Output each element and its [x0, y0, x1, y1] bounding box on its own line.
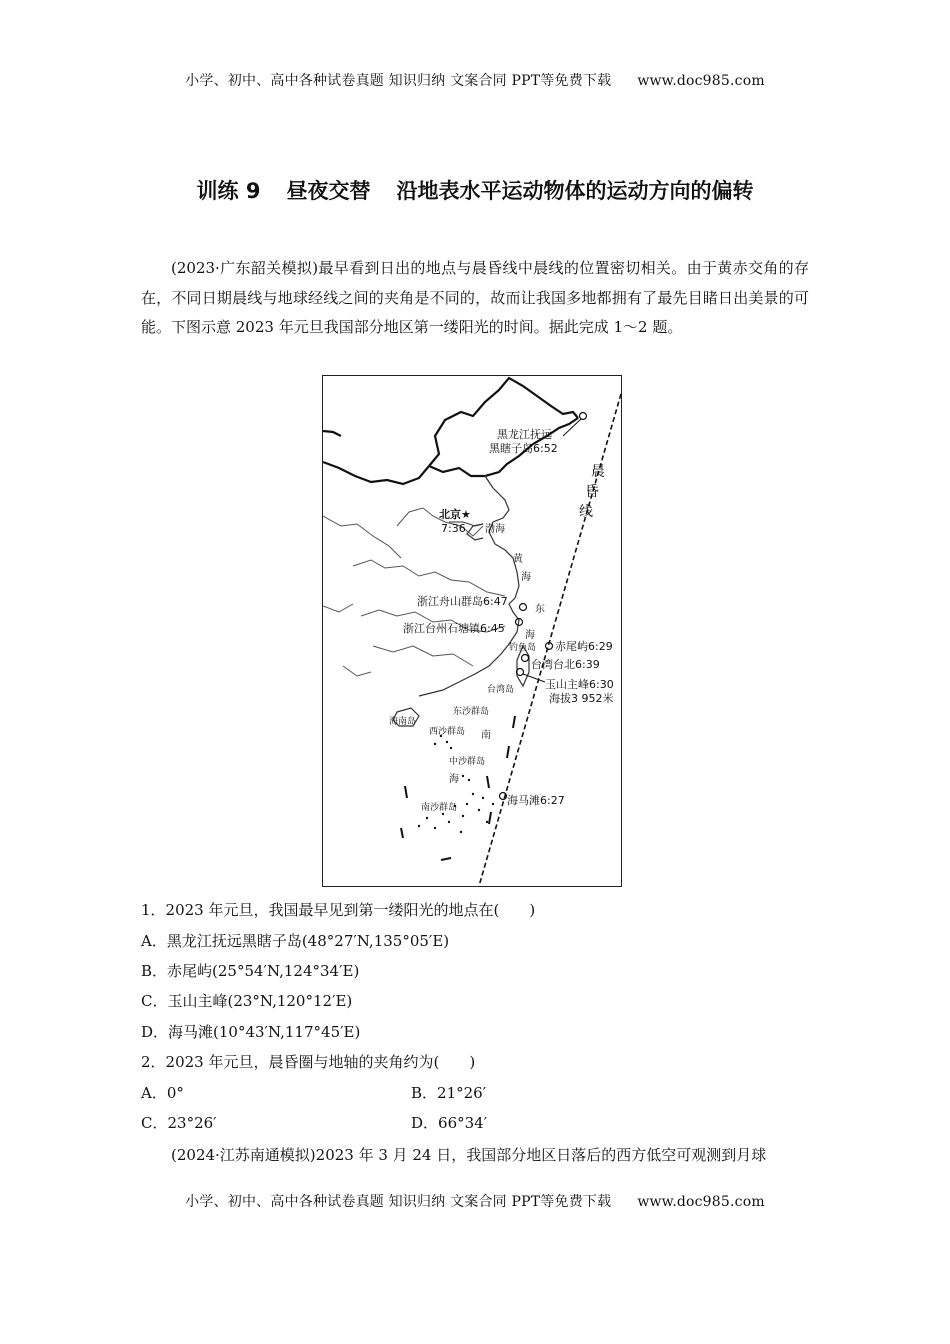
- label-xian: 线: [579, 504, 593, 520]
- q2-stem: 2．2023 年元旦，晨昏圈与地轴的夹角约为( ): [141, 1053, 476, 1071]
- label-haimatan: 海马滩6:27: [507, 794, 565, 807]
- label-chiwei: 赤尾屿6:29: [555, 640, 613, 653]
- title-part1: 训练 9: [196, 179, 261, 203]
- q1-option-d: D．海马滩(10°43′N,117°45′E): [141, 1023, 361, 1041]
- page-footer: [0, 1191, 950, 1211]
- label-hai3: 海: [449, 774, 459, 785]
- label-haiba: 海拔3 952米: [549, 692, 614, 705]
- q1-option-c: C．玉山主峰(23°N,120°12′E): [141, 992, 353, 1010]
- q1-stem: 1．2023 年元旦，我国最早见到第一缕阳光的地点在( ): [141, 901, 536, 919]
- province-lines: [323, 508, 505, 676]
- label-dong: 东: [535, 604, 545, 615]
- map-figure: [322, 375, 622, 887]
- q2-option-d: D．66°34′: [411, 1114, 488, 1132]
- label-taiwan: 台湾岛: [487, 685, 515, 695]
- label-zhongsha: 中沙群岛: [449, 757, 486, 767]
- marker-taibei: [522, 655, 529, 662]
- marker-heixiazi: [580, 413, 587, 420]
- footer-url[interactable]: www.doc985.com: [637, 1194, 765, 1210]
- label-hainan: 海南岛: [389, 717, 417, 727]
- marker-zhoushan: [520, 604, 527, 611]
- nine-dash-line: [401, 716, 515, 860]
- q2-option-b: B．21°26′: [411, 1084, 487, 1102]
- page-title: [0, 175, 950, 205]
- label-taizhou: 浙江台州石塘镇6:45: [403, 622, 505, 635]
- header-text: 小学、初中、高中各种试卷真题 知识归纳 文案合同 PPT等免费下载: [185, 73, 612, 89]
- title-part3: 沿地表水平运动物体的运动方向的偏转: [396, 179, 754, 203]
- q2-option-c: C．23°26′: [141, 1114, 217, 1132]
- label-yushan: 玉山主峰6:30: [545, 678, 614, 691]
- label-heixiazi: 黑瞎子岛6:52: [489, 442, 558, 455]
- q2-option-a: A．0°: [141, 1084, 184, 1102]
- header-url[interactable]: www.doc985.com: [637, 73, 765, 89]
- label-nan: 南: [481, 730, 491, 741]
- label-chen: 晨: [591, 464, 605, 480]
- label-beijing: 北京★: [439, 508, 471, 521]
- footer-text: 小学、初中、高中各种试卷真题 知识归纳 文案合同 PPT等免费下载: [185, 1194, 612, 1210]
- label-dongsha: 东沙群岛: [453, 707, 490, 717]
- q1-option-a: A．黑龙江抚远黑瞎子岛(48°27′N,135°05′E): [141, 932, 450, 950]
- page-header: [0, 70, 950, 90]
- label-hai2: 海: [525, 630, 535, 641]
- label-hai1: 海: [521, 572, 531, 583]
- label-nansha: 南沙群岛: [421, 803, 458, 813]
- label-diaoyu: 钓鱼岛: [509, 643, 537, 653]
- label-zhoushan: 浙江舟山群岛6:47: [417, 595, 508, 608]
- label-xisha: 西沙群岛: [429, 727, 466, 737]
- intro-paragraph: (2023·广东韶关模拟)最早看到日出的地点与晨昏线中晨线的位置密切相关。由于黄赤交角的存在，不同日期晨线与地球经线之间的夹角是不同的，故而让我国多地都拥有了最先目睹日出美景的可能。下图示意 2023 年元旦我国部分地区第一缕阳光的时间。据此完成 1～2 题。: [141, 259, 809, 336]
- q1-option-b: B．赤尾屿(25°54′N,124°34′E): [141, 962, 360, 980]
- map-svg: [323, 376, 621, 886]
- intro-paragraph-2: (2024·江苏南通模拟)2023 年 3 月 24 日，我国部分地区日落后的西方低空可观测到月球: [171, 1146, 767, 1164]
- label-beijing-time: 7:36: [441, 522, 466, 535]
- label-huang: 黄: [513, 554, 523, 565]
- title-part2: 昼夜交替: [286, 179, 371, 203]
- label-heilongjiang: 黑龙江抚远: [497, 428, 552, 441]
- label-hun: 昏: [585, 484, 599, 500]
- label-bohai: 渤海: [485, 524, 505, 535]
- label-taibei: 台湾台北6:39: [531, 658, 600, 671]
